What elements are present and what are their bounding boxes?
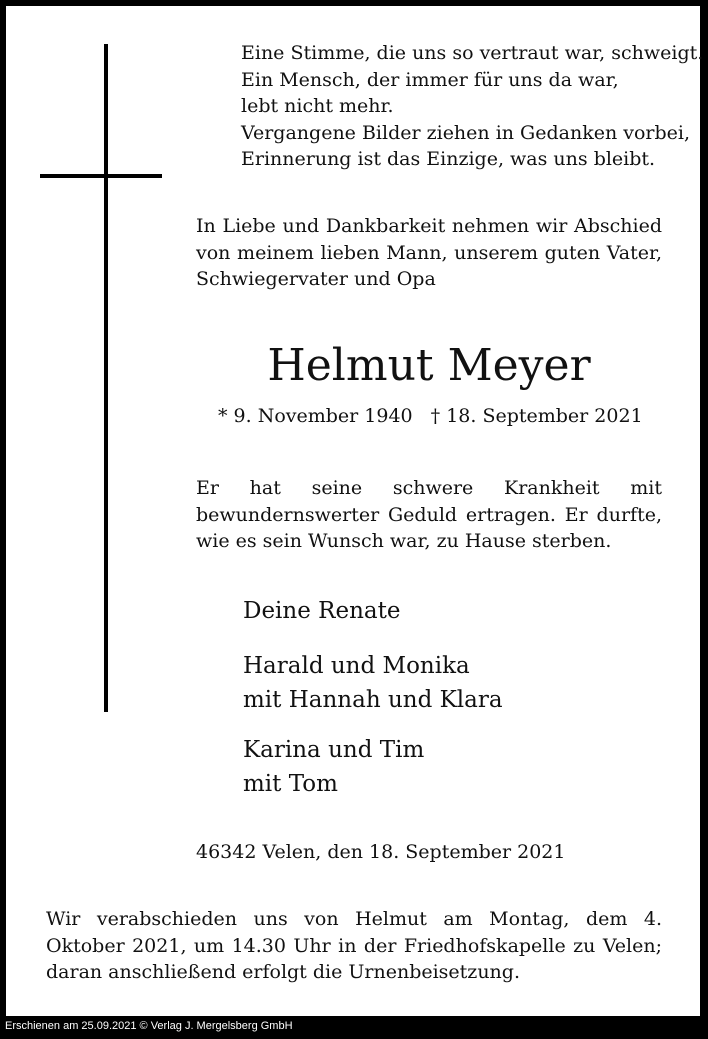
publication-footer: Erschienen am 25.09.2021 © Verlag J. Mergelsberg GmbH <box>5 1020 293 1032</box>
family-line: mit Tom <box>243 771 338 797</box>
illness-text: Er hat seine schwere Krankheit mit bewundernswerter Geduld ertragen. Er durfte, wie es sein Wunsch war, zu Hause sterben. <box>196 477 662 552</box>
funeral-notice: Wir verabschieden uns von Helmut am Montag, dem 4. Oktober 2021, um 14.30 Uhr in der Friedhofskapelle zu Velen; daran anschließend erfolgt die Urnenbeisetzung. <box>46 908 662 983</box>
obituary-card <box>6 6 704 1016</box>
poem-line: Ein Mensch, der immer für uns da war, <box>241 68 619 91</box>
family-line: Harald und Monika <box>243 653 470 679</box>
life-dates <box>218 403 678 430</box>
poem-line: Vergangene Bilder ziehen in Gedanken vorbei, <box>241 121 691 144</box>
intro-text: In Liebe und Dankbarkeit nehmen wir Abschied von meinem lieben Mann, unserem guten Vater, Schwiegervater und Opa <box>196 215 662 290</box>
poem-line: Eine Stimme, die uns so vertraut war, schweigt. <box>241 42 704 64</box>
place-date: 46342 Velen, den 18. September 2021 <box>196 841 566 863</box>
family-group <box>243 733 424 801</box>
poem-line: Erinnerung ist das Einzige, was uns bleibt. <box>241 148 656 170</box>
family-group <box>243 594 400 628</box>
death-date: † 18. September 2021 <box>430 405 643 427</box>
poem-line: lebt nicht mehr. <box>241 95 394 117</box>
family-line: mit Hannah und Klara <box>243 687 503 713</box>
family-line: Deine Renate <box>243 598 401 624</box>
birth-date: * 9. November 1940 <box>218 405 413 427</box>
family-line: Karina und Tim <box>243 737 425 763</box>
cross-icon <box>104 44 108 712</box>
poem <box>241 40 704 173</box>
cross-icon-bar <box>40 174 162 178</box>
family-group <box>243 649 503 717</box>
deceased-name: Helmut Meyer <box>267 340 591 391</box>
